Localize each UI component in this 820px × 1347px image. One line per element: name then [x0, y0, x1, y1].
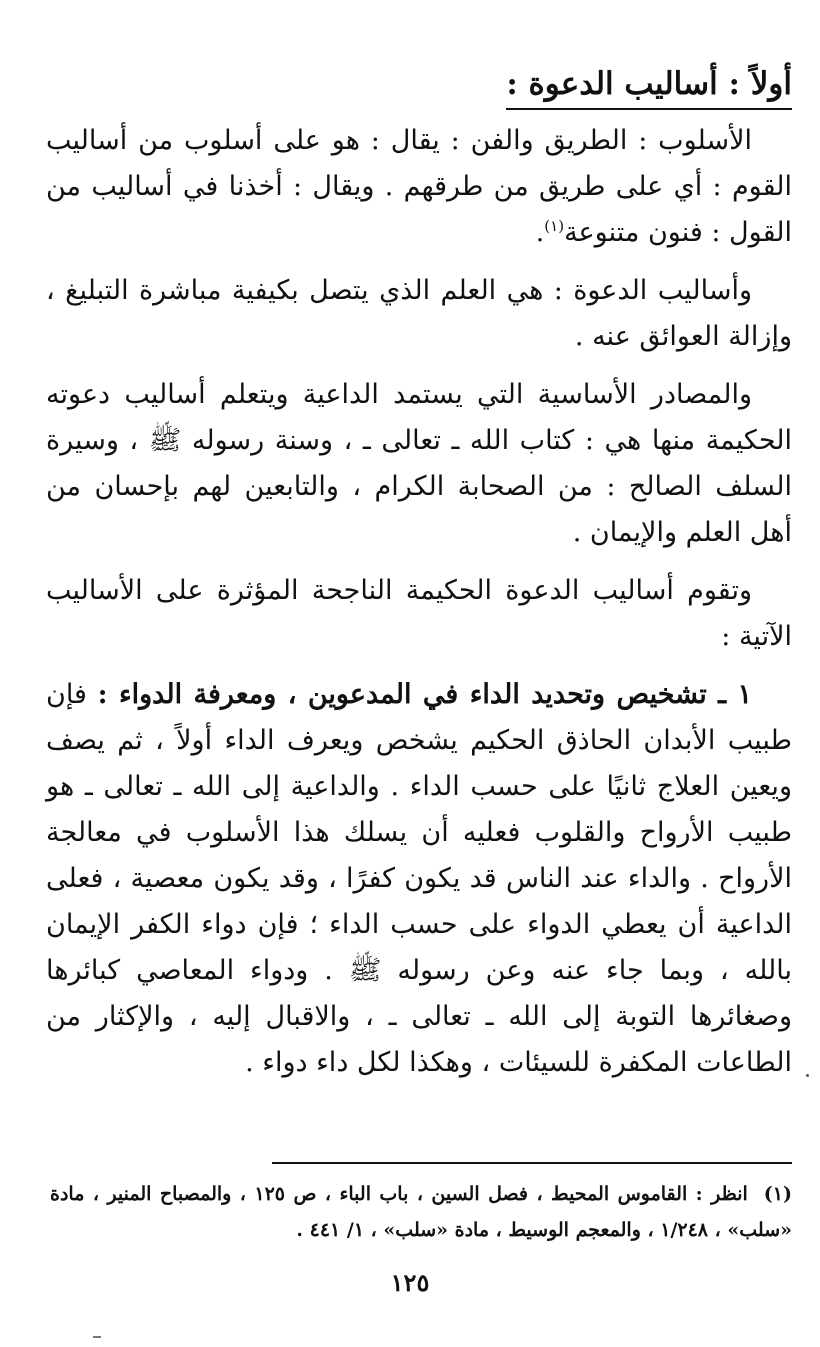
- footnote-mark: (١): [763, 1183, 792, 1205]
- footnote-reference: (١): [544, 217, 565, 235]
- paragraph-text: وتقوم أساليب الدعوة الحكيمة الناجحة المؤثرة على الأساليب الآتية :: [46, 575, 792, 652]
- scan-speck: [93, 1336, 101, 1338]
- footnote-text: انظر : القاموس المحيط ، فصل السين ، باب الباء ، ص ١٢٥ ، والمصباح المنير ، مادة «سلب» ، ١/٢٤٨ ، والمعجم الوسيط ، مادة «سلب» ، ١/ ٤٤١ .: [50, 1183, 792, 1241]
- section-heading: [506, 62, 792, 110]
- paragraph-text: فإن طبيب الأبدان الحاذق الحكيم يشخص ويعرف الداء أولاً ، ثم يصف ويعين العلاج ثانيًا على حسب الداء . والداعية إلى الله ـ تعالى ـ هو طبيب الأرواح والقلوب فعليه أن يسلك هذا الأسلوب في معالجة الأرواح . والداء عند الناس قد يكون كفرًا ، وقد يكون معصية ، فعلى الداعية أن يعطي الدواء على حسب الداء ؛ فإن دواء الكفر الإيمان بالله ، وبما جاء عنه وعن رسوله ﷺ . ودواء المعاصي كبائرها وصغائرها التوبة إلى الله ـ تعالى ـ ، والاقبال إليه ، والإكثار من الطاعات المكفرة للسيئات ، وهكذا لكل داء دواء .: [46, 679, 792, 1078]
- paragraph-tail: .: [535, 217, 545, 248]
- paragraph-text: والمصادر الأساسية التي يستمد الداعية ويتعلم أساليب دعوته الحكيمة منها هي : كتاب الله ـ تعالى ـ ، وسنة رسوله ﷺ ، وسيرة السلف الصالح : من الصحابة الكرام ، والتابعين لهم بإحسان من أهل العلم والإيمان .: [46, 379, 792, 548]
- page-number: ١٢٥: [390, 1268, 430, 1297]
- footnote-divider: [272, 1162, 792, 1164]
- paragraph-sources: [46, 372, 792, 556]
- paragraph-intro-list: [46, 568, 792, 660]
- section-heading-prefix: أولاً :: [728, 66, 792, 102]
- paragraph-text: وأساليب الدعوة : هي العلم الذي يتصل بكيفية مباشرة التبليغ ، وإزالة العوائق عنه .: [46, 275, 792, 352]
- paragraph-definition-asalib: [46, 268, 792, 360]
- paragraph-text: الأسلوب : الطريق والفن : يقال : هو على أسلوب من أساليب القوم : أي على طريق من طرقهم . ويقال : أخذنا في أساليب من القول : فنون متنوعة: [46, 125, 792, 248]
- scan-speck: [806, 1074, 809, 1077]
- paragraph-item-1: [46, 672, 792, 1086]
- body-text: [46, 118, 792, 1086]
- item-1-title: ١ ـ تشخيص وتحديد الداء في المدعوين ، ومعرفة الدواء :: [97, 679, 752, 710]
- paragraph-definition-uslub: [46, 118, 792, 256]
- footnote: [50, 1176, 792, 1248]
- section-heading-title: أساليب الدعوة :: [506, 66, 718, 102]
